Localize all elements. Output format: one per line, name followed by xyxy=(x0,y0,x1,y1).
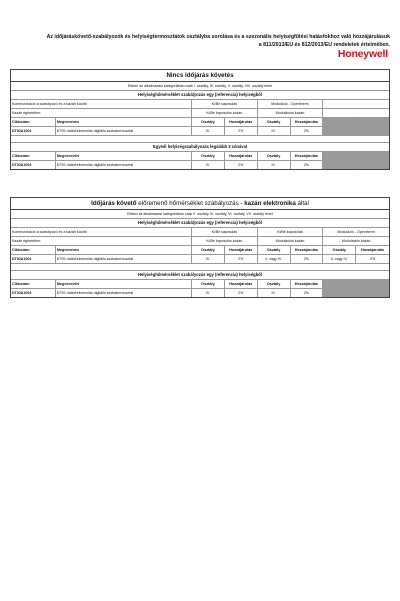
table-title: Nincs időjárás követés xyxy=(11,70,389,82)
table-header-row xyxy=(11,118,389,127)
table-row xyxy=(11,100,389,109)
contrib-value: 2% xyxy=(291,127,324,135)
empty-cell xyxy=(323,289,356,297)
col-code: Cikkszám xyxy=(11,246,56,254)
col-name: Megnevezés xyxy=(56,246,192,254)
contrib-value: 2% xyxy=(291,289,324,297)
col-contrib: Hozzájárulás xyxy=(225,118,258,126)
table-header-row xyxy=(11,280,389,289)
product-code: DT92A1004 xyxy=(11,127,56,135)
class-value: IV. xyxy=(192,255,225,263)
table-row xyxy=(11,109,389,118)
section-title: Helyiséghőmérséklet szabályozás egy (referencia) helyiségből xyxy=(11,91,389,100)
class-value: IV. xyxy=(258,289,291,297)
spacer xyxy=(11,264,389,271)
honeywell-logo: Honeywell xyxy=(337,48,388,60)
empty-cell xyxy=(323,109,389,117)
boiler-label: Kazán éghetetlen: xyxy=(11,237,192,245)
col-name: Megnevezés xyxy=(56,152,192,160)
product-code: DT92A1004 xyxy=(11,161,56,169)
contrib-value: 2% xyxy=(225,127,258,135)
col-contrib: Hozzájárulás xyxy=(291,280,324,288)
onoff-label: Ki/Be kapcsolás xyxy=(192,100,258,108)
onoff-label: Ki/Be kapcsolás xyxy=(192,228,258,236)
col-contrib: Hozzájárulás xyxy=(360,248,385,252)
spacer xyxy=(11,136,389,143)
title-part: kazán elektronika xyxy=(244,200,296,207)
col-name: Megnevezés xyxy=(56,280,192,288)
modulation-boiler: Modulációs kazán xyxy=(258,237,324,245)
empty-cell xyxy=(323,100,389,108)
onoff-boiler: Ki/Be kapcsolós kazán xyxy=(192,109,258,117)
col-class: Osztály xyxy=(258,246,291,254)
product-name: DT92 rádiófrekvenciás digitális szobatermosztát xyxy=(56,255,192,263)
empty-cell xyxy=(323,152,356,160)
class-value: IV. xyxy=(258,161,291,169)
col-code: Cikkszám xyxy=(11,152,56,160)
empty-cell xyxy=(356,289,389,297)
modulation-boiler: Modulációs kazán xyxy=(258,109,324,117)
document-header xyxy=(10,34,390,49)
title-part: előremenő hőmérséklet szabályozás - xyxy=(136,200,245,207)
header-line-2: a 811/2013/EU és 812/2013/EU rendeletek értelmében. xyxy=(258,41,390,48)
title-part: által xyxy=(295,200,309,207)
col-contrib: Hozzájárulás xyxy=(291,118,324,126)
empty-cell xyxy=(323,280,356,288)
empty-cell xyxy=(356,161,389,169)
col-class: Osztály xyxy=(258,118,291,126)
col-class: Osztály xyxy=(192,118,225,126)
onoff-label: Ki/Be kapcsolás xyxy=(258,228,324,236)
col-contrib: Hozzájárulás xyxy=(225,280,258,288)
col-contrib: Hozzájárulás xyxy=(225,246,258,254)
table-row xyxy=(11,255,389,264)
comm-label: Kommunikáció a szabályozó és a kazán között: xyxy=(11,100,192,108)
onoff-boiler: Ki/Be kapcsolós kazán xyxy=(192,237,258,245)
contrib-value: 2% xyxy=(225,289,258,297)
table-title xyxy=(11,198,389,210)
col-code: Cikkszám xyxy=(11,280,56,288)
comm-label: Kommunikáció a szabályozó és a kazán között: xyxy=(11,228,192,236)
empty-cell xyxy=(356,118,389,126)
empty-cell xyxy=(323,127,356,135)
col-class: Osztály xyxy=(192,246,225,254)
col-class: Osztály xyxy=(323,246,356,254)
category-note: Ebben az alkalmazási kategóriában csak II. osztály, III. osztály, VI. osztály, VII. osztály lehet xyxy=(11,210,389,219)
col-contrib: Hozzájárulás xyxy=(225,152,258,160)
modulation-label: Moduláció - Opentherm xyxy=(258,100,324,108)
contrib-value: 2% xyxy=(225,255,258,263)
product-name: DT92 rádiófrekvenciás digitális szobatermosztát xyxy=(56,289,192,297)
boiler-label: Kazán éghetetlen: xyxy=(11,109,192,117)
empty-cell xyxy=(356,152,389,160)
table-row xyxy=(11,289,389,297)
table-header-row xyxy=(11,246,389,255)
product-code: DT92A1004 xyxy=(11,289,56,297)
empty-cell xyxy=(356,127,389,135)
product-code: DT92A1004 xyxy=(11,255,56,263)
title-part: Időjárás követő xyxy=(91,200,137,207)
header-line-1: Az időjáráskövető-szabályozók és helyiségtermosztátok osztályba sorolása és a szezonális helyiségfűtési hatásfokhoz való hozzájárulásuk xyxy=(46,34,390,40)
section-title: Egyedi helyiségszabályozás legalább 3 zónával xyxy=(11,143,389,152)
section-title: Helyiséghőmérséklet szabályozás egy (referencia) helyiségből xyxy=(11,219,389,228)
empty-cell xyxy=(323,118,356,126)
class-value: II. vagy IV. xyxy=(258,255,291,263)
modulation-label: Moduláció - Opentherm xyxy=(337,230,375,234)
contrib-value: 2% xyxy=(225,161,258,169)
class-value: IV. xyxy=(192,161,225,169)
empty-cell xyxy=(356,280,389,288)
class-value: IV. xyxy=(258,127,291,135)
class-value: IV. xyxy=(192,127,225,135)
table-row xyxy=(11,127,389,136)
table-row xyxy=(11,161,389,169)
col-name: Megnevezés xyxy=(56,118,192,126)
col-class: Osztály xyxy=(192,280,225,288)
table-row xyxy=(11,237,389,246)
contrib-value: 2% xyxy=(291,255,324,263)
section-title: Helyiséghőmérséklet szabályozás egy (referencia) helyiségből xyxy=(11,271,389,280)
class-value: II. vagy IV. xyxy=(323,255,356,263)
modulation-boiler: Modulációs kazán xyxy=(341,239,371,243)
col-contrib: Hozzájárulás xyxy=(291,152,324,160)
col-code: Cikkszám xyxy=(11,118,56,126)
category-note: Ebben az alkalmazási kategóriában csak I. osztály, IV. osztály, V. osztály, VIII. osztály lehet xyxy=(11,82,389,91)
class-value: IV. xyxy=(192,289,225,297)
table-header-row xyxy=(11,152,389,161)
contrib-value: 2% xyxy=(369,257,376,261)
col-class: Osztály xyxy=(258,280,291,288)
col-class: Osztály xyxy=(258,152,291,160)
empty-cell xyxy=(323,161,356,169)
contrib-value: 2% xyxy=(291,161,324,169)
no-weather-compensation-table xyxy=(10,69,390,170)
product-name: DT92 rádiófrekvenciás digitális szobatermosztát xyxy=(56,127,192,135)
col-contrib: Hozzájárulás xyxy=(291,246,324,254)
col-class: Osztály xyxy=(192,152,225,160)
product-name: DT92 rádiófrekvenciás digitális szobatermosztát xyxy=(56,161,192,169)
weather-compensation-table xyxy=(10,197,390,298)
table-row xyxy=(11,228,389,237)
